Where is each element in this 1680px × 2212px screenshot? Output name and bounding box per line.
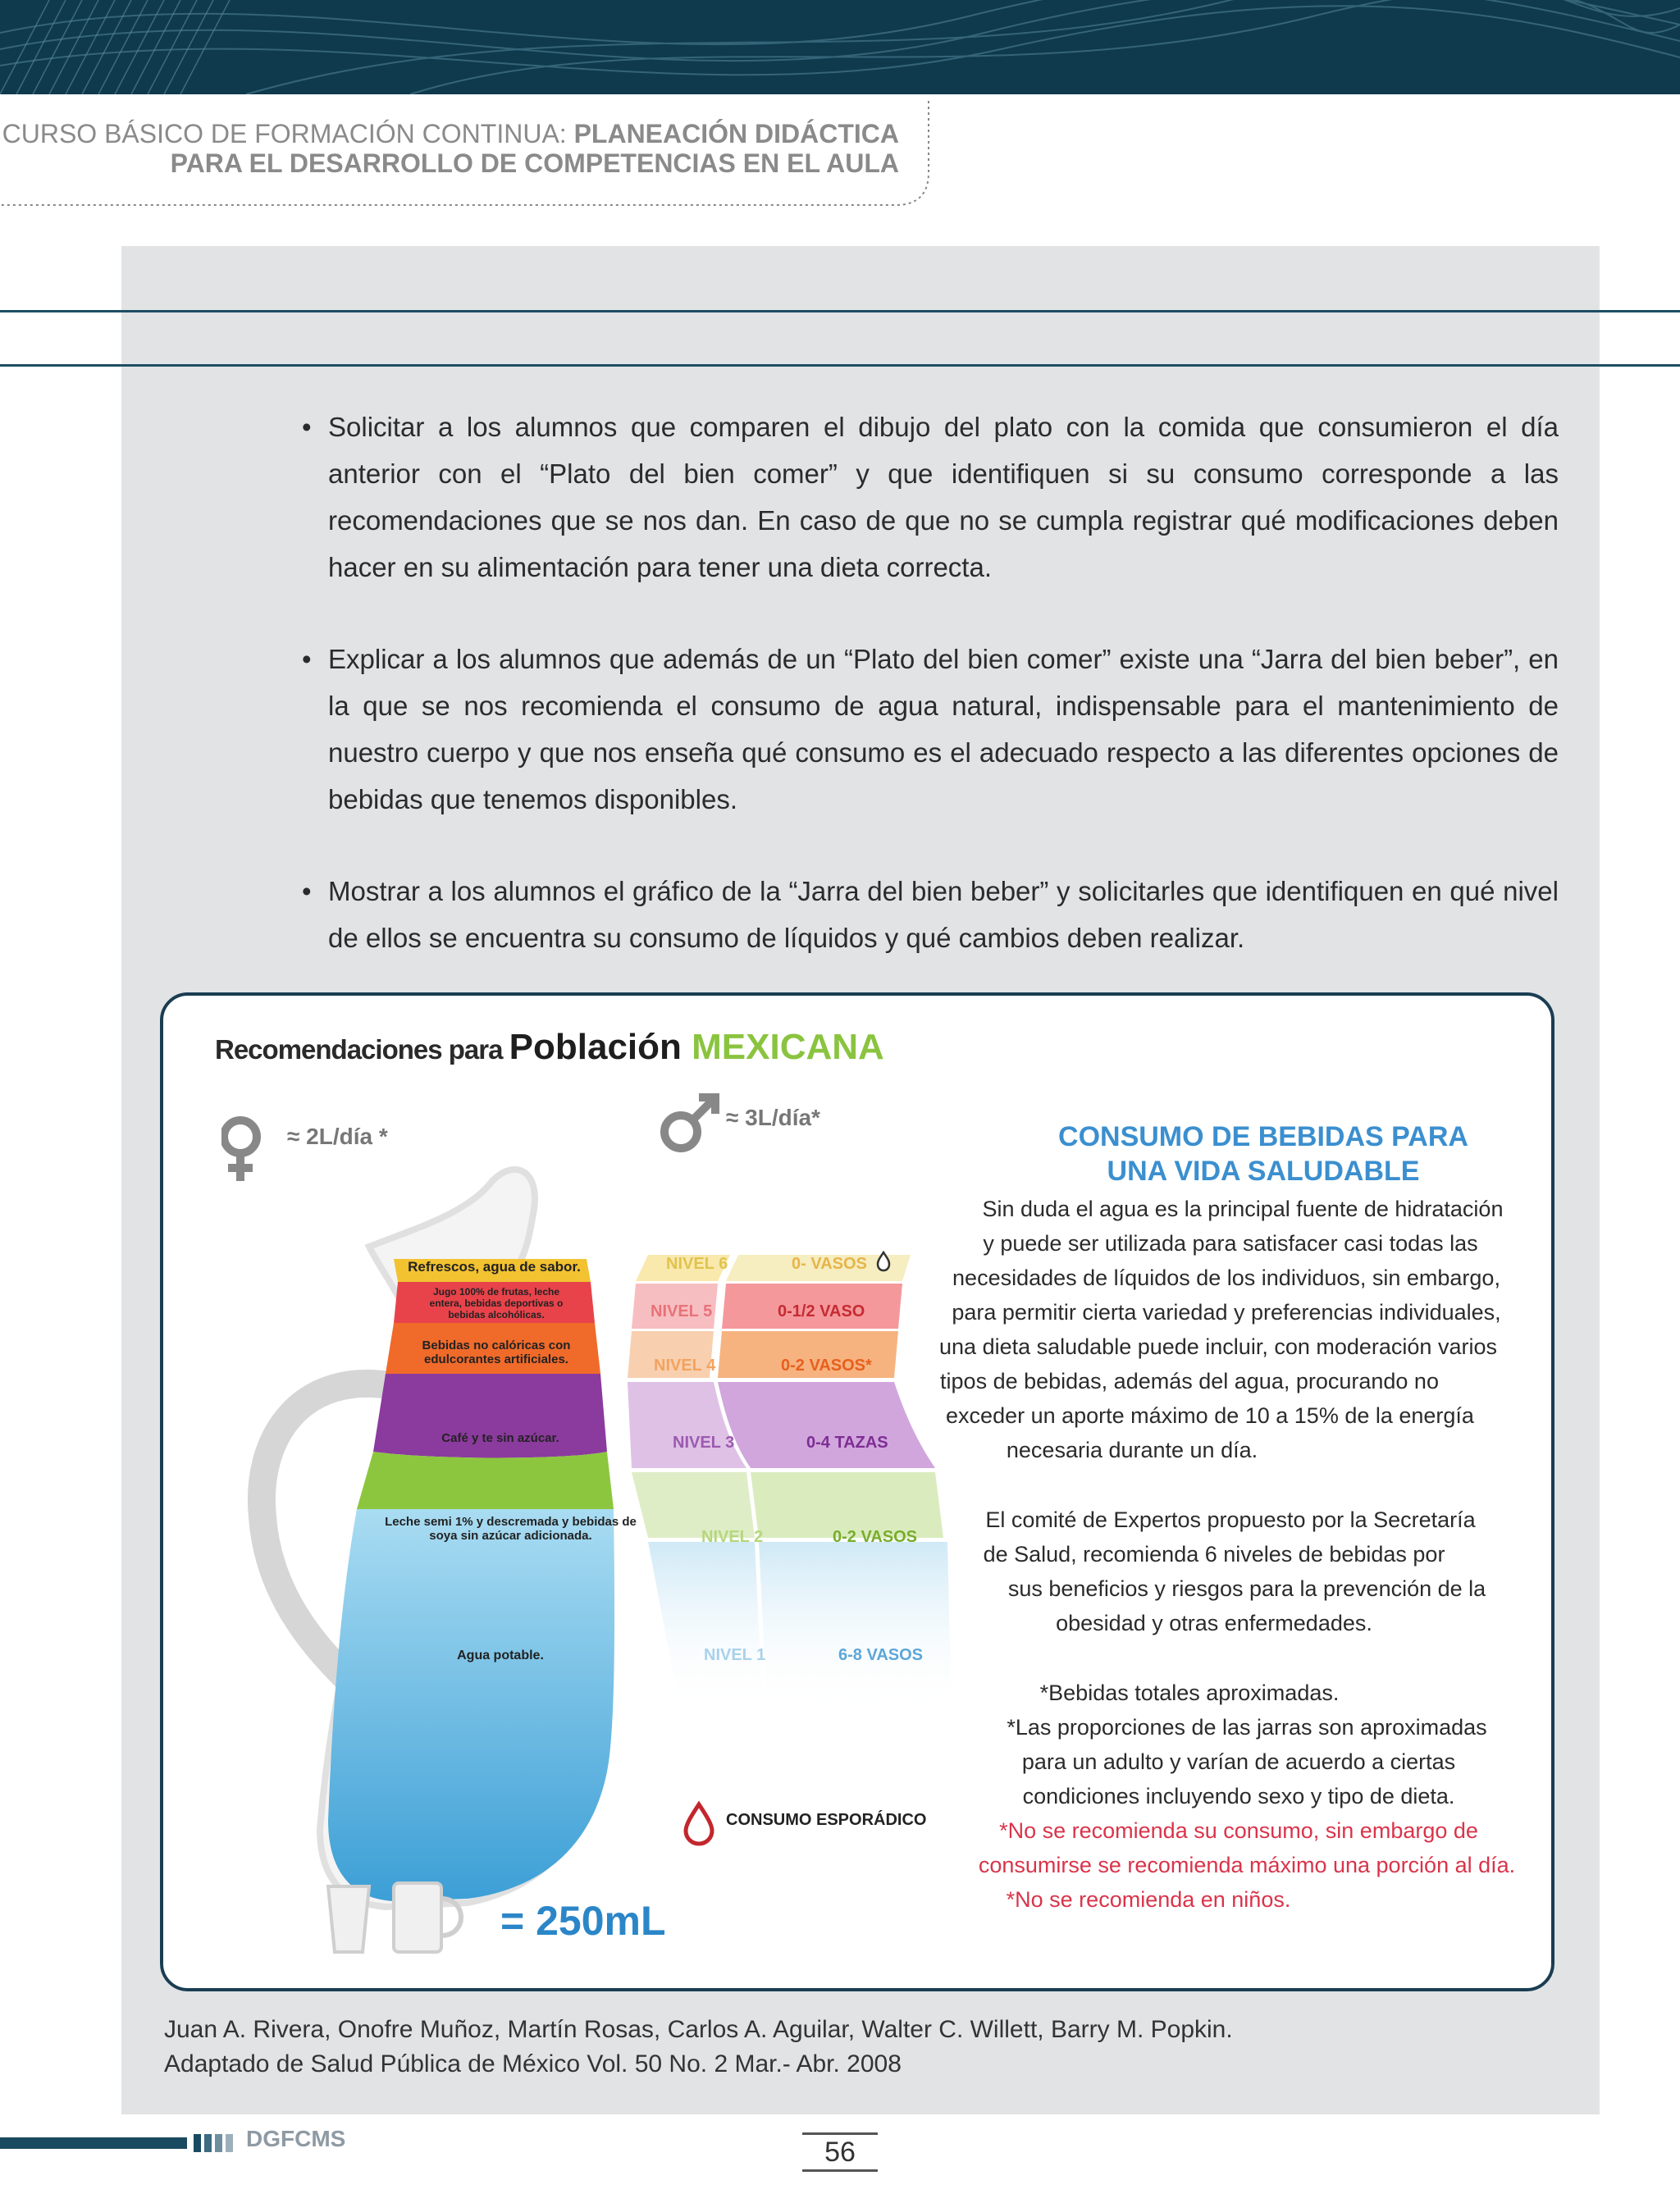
title-part-1: Recomendaciones para [215,1034,509,1065]
list-item-text: Mostrar a los alumnos el gráfico de la “Jarra del bien beber” y solicitarles que identifiquen en qué nivel de ellos se encuentra su consumo de líquidos y qué cambios deben realizar. [328,876,1559,953]
male-intake: ≈ 3L/día* [726,1105,820,1130]
text-line: Sin duda el agua es la principal fuente de hidratación [982,1197,1504,1221]
jug-row-label: Bebidas no calóricas con edulcorantes artificiales. [422,1339,571,1366]
level-1-band [328,1509,614,1901]
side-heading: CONSUMO DE BEBIDAS PARA UNA VIDA SALUDABLE [1058,1121,1468,1187]
text-line: El comité de Expertos propuesto por la Secretaría [985,1507,1476,1532]
level-label: NIVEL 4 [654,1357,716,1375]
text-line: y puede ser utilizada para satisfacer casi todas las [983,1231,1478,1256]
level-label: NIVEL 6 [666,1255,728,1273]
side-paragraph-1 [939,1192,1513,1467]
divider-line [0,364,1680,367]
jug-row-label: Agua potable. [457,1649,544,1662]
level-amount: 6-8 VASOS [838,1646,923,1664]
bullet-dot: • [302,876,312,906]
warning-line: consumirse se recomienda máximo una porción al día. [978,1853,1516,1877]
text-line: para un adulto y varían de acuerdo a ciertas [1021,1749,1456,1774]
infographic-title [215,1027,884,1068]
level-amount: 0-2 VASOS [833,1528,917,1546]
text-line: sus beneficios y riesgos para la prevención de la [1007,1576,1486,1601]
page-number: 56 [802,2132,878,2172]
level-amount: 0- VASOS [792,1255,867,1273]
header-banner [0,0,1680,94]
male-icon [664,1097,715,1148]
text-line: tipos de bebidas, además del agua, procurando no [940,1369,1439,1393]
course-title-bold-2: PARA EL DESARROLLO DE COMPETENCIAS EN EL AULA [170,148,899,178]
level-3-band [373,1374,607,1458]
side-notes [984,1676,1509,1813]
side-paragraph-2 [968,1503,1493,1640]
level-label: NIVEL 1 [704,1646,766,1664]
footer-bar [0,2137,187,2149]
list-item-text: Explicar a los alumnos que además de un “Plato del bien comer” existe una “Jarra del bien beber”, en la que se nos recomienda el consumo de agua natural, indispensable para el mantenimiento de nuestro cuerpo y que nos enseña qué consumo es el adecuado respecto a las diferentes opciones de bebidas que tenemos disponibles. [328,644,1559,814]
title-part-2: Población [509,1027,692,1067]
footer-squares-icon [194,2132,243,2154]
level-label: NIVEL 5 [651,1302,713,1320]
text-line: necesidades de líquidos de los individuos, sin embargo, [952,1266,1500,1290]
text-line: exceder un aporte máximo de 10 a 15% de la energía [946,1403,1474,1428]
citation-line: Adaptado de Salud Pública de México Vol. 50 No. 2 Mar.- Abr. 2008 [164,2050,902,2077]
divider-line [0,310,1680,312]
citation-line: Juan A. Rivera, Onofre Muñoz, Martín Rosas, Carlos A. Aguilar, Walter C. Willett, Barry M. Popkin. [164,2016,1233,2043]
title-part-3: MEXICANA [692,1027,884,1067]
drop-icon [686,1804,712,1844]
list-item [304,636,1559,823]
course-title-bold-1: PLANEACIÓN DIDÁCTICA [573,119,899,148]
bullet-dot: • [302,644,312,674]
list-item [304,868,1559,961]
course-title [0,119,899,178]
level-amount: 0-1/2 VASO [778,1302,865,1320]
course-title-light: CURSO BÁSICO DE FORMACIÓN CONTINUA: [2,119,574,148]
activity-list [304,404,1559,1006]
text-line: una dieta saludable puede incluir, con moderación varios [939,1334,1497,1359]
text-line: *Las proporciones de las jarras son aproximadas [1007,1715,1487,1740]
jug-row-label: Jugo 100% de frutas, leche entera, bebidas deportivas o bebidas alcohólicas. [429,1286,564,1320]
text-line: condiciones incluyendo sexo y tipo de dieta. [1022,1784,1455,1808]
bullet-dot: • [302,412,312,442]
side-warnings [960,1813,1534,1917]
level-label: NIVEL 3 [673,1434,735,1452]
measure-label: = 250mL [500,1898,666,1944]
text-line: necesaria durante un día. [1006,1438,1258,1462]
warning-line: *No se recomienda en niños. [1006,1887,1291,1912]
cup-icon [328,1886,369,1952]
jug-row-label: Leche semi 1% y descremada y bebidas de soya sin azúcar adicionada. [385,1515,637,1543]
banner-wave-decoration [0,0,1680,94]
female-icon [224,1120,257,1181]
level-amount: 0-4 TAZAS [806,1434,888,1452]
text-line: obesidad y otras enfermedades. [1056,1611,1372,1635]
footer-org: DGFCMS [246,2126,346,2151]
warning-line: *No se recomienda su consumo, sin embargo de [999,1818,1478,1843]
female-intake: ≈ 2L/día * [287,1124,388,1149]
text-line: *Bebidas totales aproximadas. [1039,1681,1340,1705]
level-label: NIVEL 2 [701,1528,764,1546]
text-line: para permitir cierta variedad y preferencias individuales, [952,1300,1501,1325]
list-item [304,404,1559,591]
list-item-text: Solicitar a los alumnos que comparen el dibujo del plato con la comida que consumieron el día anterior con el “Plato del bien comer” y que identifiquen si su consumo corresponde a las recomendaciones que se nos dan. En caso de que no se cumpla registrar qué modificaciones deben hacer en su alimentación para tener una dieta correcta. [328,412,1559,582]
sporadic-consumption-label: CONSUMO ESPORÁDICO [726,1811,927,1829]
level-2-band [357,1452,614,1509]
jug-row-label: Refrescos, agua de sabor. [408,1259,581,1275]
jug-row-label: Café y te sin azúcar. [441,1431,559,1445]
source-citation [164,2013,1233,2082]
level-amount: 0-2 VASOS* [781,1357,872,1375]
text-line: de Salud, recomienda 6 niveles de bebidas por [983,1542,1445,1567]
